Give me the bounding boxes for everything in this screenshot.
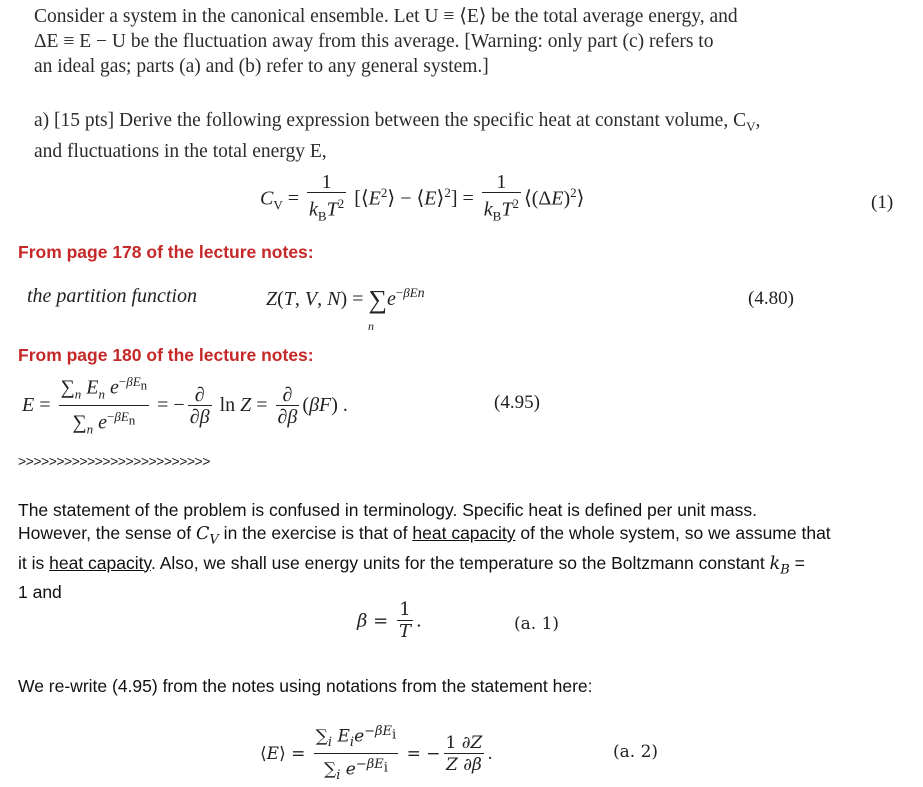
intro-line-1: Consider a system in the canonical ensemble. Let U ≡ ⟨E⟩ be the total average energy, and <box>34 6 738 27</box>
equation-a-1-tag: (a. 1) <box>514 614 560 634</box>
equation-1: $C_V$ = $\frac{1}{k_BT^2}$ [$⟨E^2⟩$ − ⟨E⟩$^2$] = $\frac{1}{k_BT^2}$ $⟨(\Delta E)^2⟩$ <box>260 172 584 228</box>
solution-paragraph-1 <box>18 499 908 604</box>
part-a-line-2: and fluctuations in the total energy E, <box>34 140 327 162</box>
solution-paragraph-2: We re-write (4.95) from the notes using notations from the statement here: <box>18 676 593 696</box>
solution-line-4: 1 and <box>18 582 62 602</box>
intro-line-3: an ideal gas; parts (a) and (b) refer to any general system.] <box>34 56 489 77</box>
part-a-line-1: a) [15 pts] Derive the following expression between the specific heat at constant volume, $C_V$, <box>34 110 761 134</box>
equation-4-95: E = $\frac{\sum_n E_n e^{-\beta E_n}}{\sum_n e^{-\beta E_n}}$ = − $\frac{\partial}{\partial\beta}$ ln Z = $\frac{\partial}{\partial\beta}$ (βF) . <box>22 372 348 440</box>
solution-line-1: The statement of the problem is confused in terminology. Specific heat is defined per unit mass. <box>18 500 757 520</box>
equation-4-80: Z(T, V, $N) = \sum e^{-\beta En}$ n <box>266 285 425 333</box>
equation-4-95-tag: (4.95) <box>494 392 540 413</box>
notes-heading-page-178: From page 178 of the lecture notes: <box>18 242 314 262</box>
solution-line-2: However, the sense of $C_V$ in the exercise is that of heat capacity of the whole system, so we assume that <box>18 523 831 548</box>
problem-intro <box>34 4 904 79</box>
part-a-statement <box>34 108 904 164</box>
intro-line-2: ΔE ≡ E − U be the fluctuation away from this average. [Warning: only part (c) refers to <box>34 31 714 52</box>
equation-1-tag: (1) <box>871 192 894 213</box>
equation-a-2: ⟨E⟩ = $\frac{\sum_i E_ie^{-\beta E_i}}{\sum_i e^{-\beta E_i}}$ = − $\frac{1 \partial Z}{Z \partial\beta}$ . <box>260 722 493 787</box>
notes-heading-page-180: From page 180 of the lecture notes: <box>18 345 314 365</box>
equation-a-1: β = $\frac{1}{T}$ . <box>357 599 422 642</box>
solution-line-3: it is heat capacity. Also, we shall use energy units for the temperature so the Boltzmann constant $k_B$ = <box>18 552 805 577</box>
partition-function-label: the partition function <box>27 285 197 307</box>
separator-arrows: >>>>>>>>>>>>>>>>>>>>>>>>> <box>18 453 210 469</box>
equation-4-80-tag: (4.80) <box>748 288 794 309</box>
equation-a-2-tag: (a. 2) <box>613 742 659 762</box>
